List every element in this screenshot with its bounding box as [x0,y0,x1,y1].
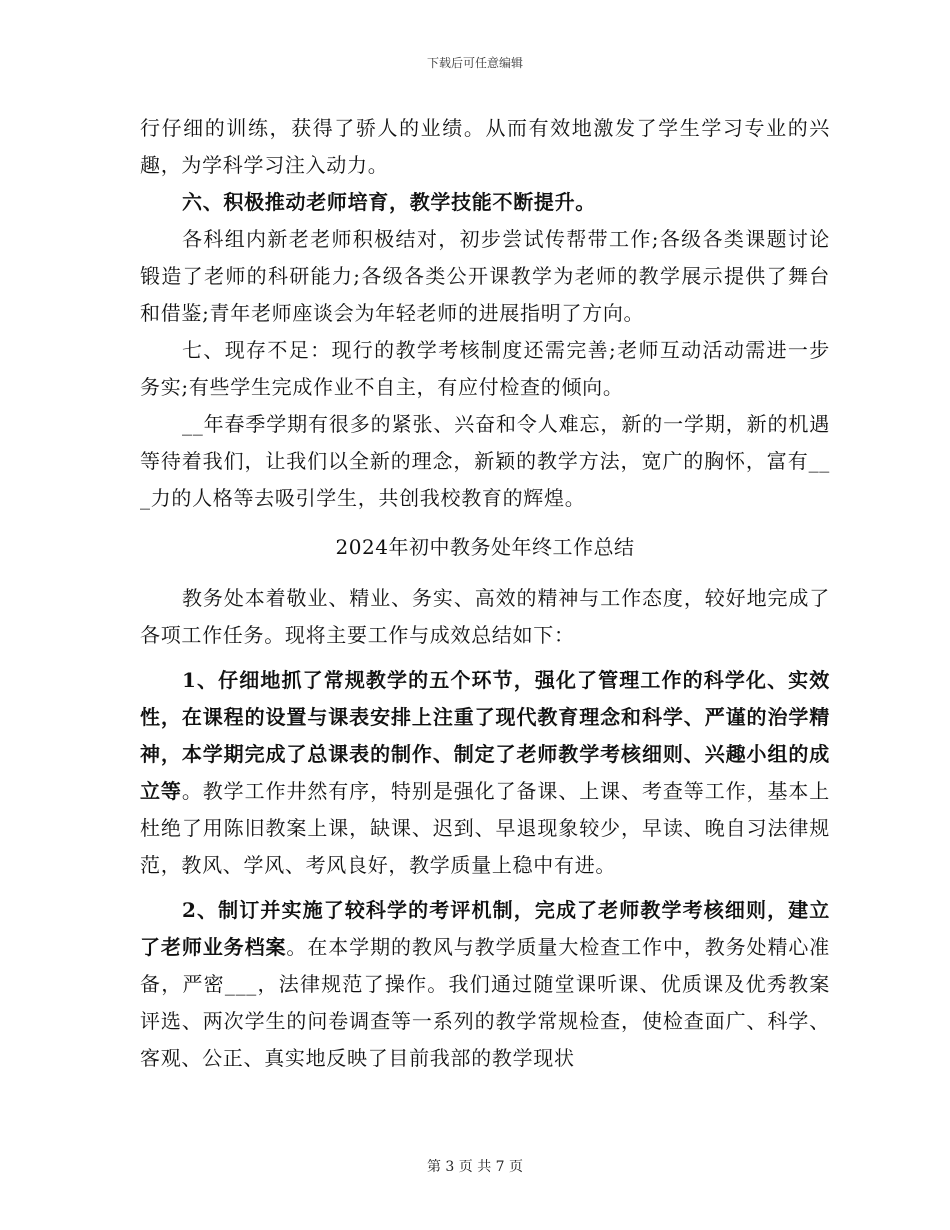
item-1-text: 。教学工作井然有序，特别是强化了备课、上课、考查等工作，基本上杜绝了用陈旧教案上课，缺课、迟到、早退现象较少，早读、晚自习法律规范，教风、学风、考风良好，教学质量上稳中有进。 [140,779,831,877]
paragraph-six: 各科组内新老老师积极结对，初步尝试传帮带工作;各级各类课题讨论锻造了老师的科研能力;各级各类公开课教学为老师的教学展示提供了舞台和借鉴;青年老师座谈会为年轻老师的进展指明了方向。 [140,227,830,325]
paragraph-continued: 行仔细的训练，获得了骄人的业绩。从而有效地激发了学生学习专业的兴趣，为学科学习注入动力。 [140,116,830,177]
paragraph-seven: 七、现存不足：现行的教学考核制度还需完善;老师互动活动需进一步务实;有些学生完成作业不自主，有应付检查的倾向。 [140,338,830,399]
heading-six: 六、积极推动老师培育，教学技能不断提升。 [182,190,596,214]
page-header: 下载后可任意编辑 [426,56,523,70]
document-body [140,110,830,1077]
page-footer: 第 3 页 共 7 页 [426,1159,524,1175]
document-title: 2024年初中教务处年终工作总结 [335,535,635,559]
paragraph-intro: 教务处本着敬业、精业、务实、高效的精神与工作态度，较好地完成了各项工作任务。现将主要工作与成效总结如下： [140,586,830,647]
item-2-bold-text: 2、制订并实施了较科学的考评机制，完成了老师教学考核细则，建立了老师业务档案 [140,898,830,959]
paragraph-item-1 [140,662,830,884]
paragraph-item-2 [140,892,830,1077]
item-1-bold-text: 1、仔细地抓了常规教学的五个环节，强化了管理工作的科学化、实效性，在课程的设置与课表安排上注重了现代教育理念和科学、严谨的治学精神，本学期完成了总课表的制作、制定了老师教学考核细则、兴趣小组的成立等 [140,668,830,803]
item-2-text: 。在本学期的教风与教学质量大检查工作中，教务处精心准备，严密___，法律规范了操作。我们通过随堂课听课、优质课及优秀教案评选、两次学生的问卷调查等一系列的教学常规检查，使检查面广、科学、客观、公正、真实地反映了目前我部的教学现状 [140,935,831,1070]
paragraph-closing: __年春季学期有很多的紧张、兴奋和令人难忘，新的一学期，新的机遇等待着我们，让我们以全新的理念，新颖的教学方法，宽广的胸怀，富有___力的人格等去吸引学生，共创我校教育的辉煌。 [140,412,830,510]
